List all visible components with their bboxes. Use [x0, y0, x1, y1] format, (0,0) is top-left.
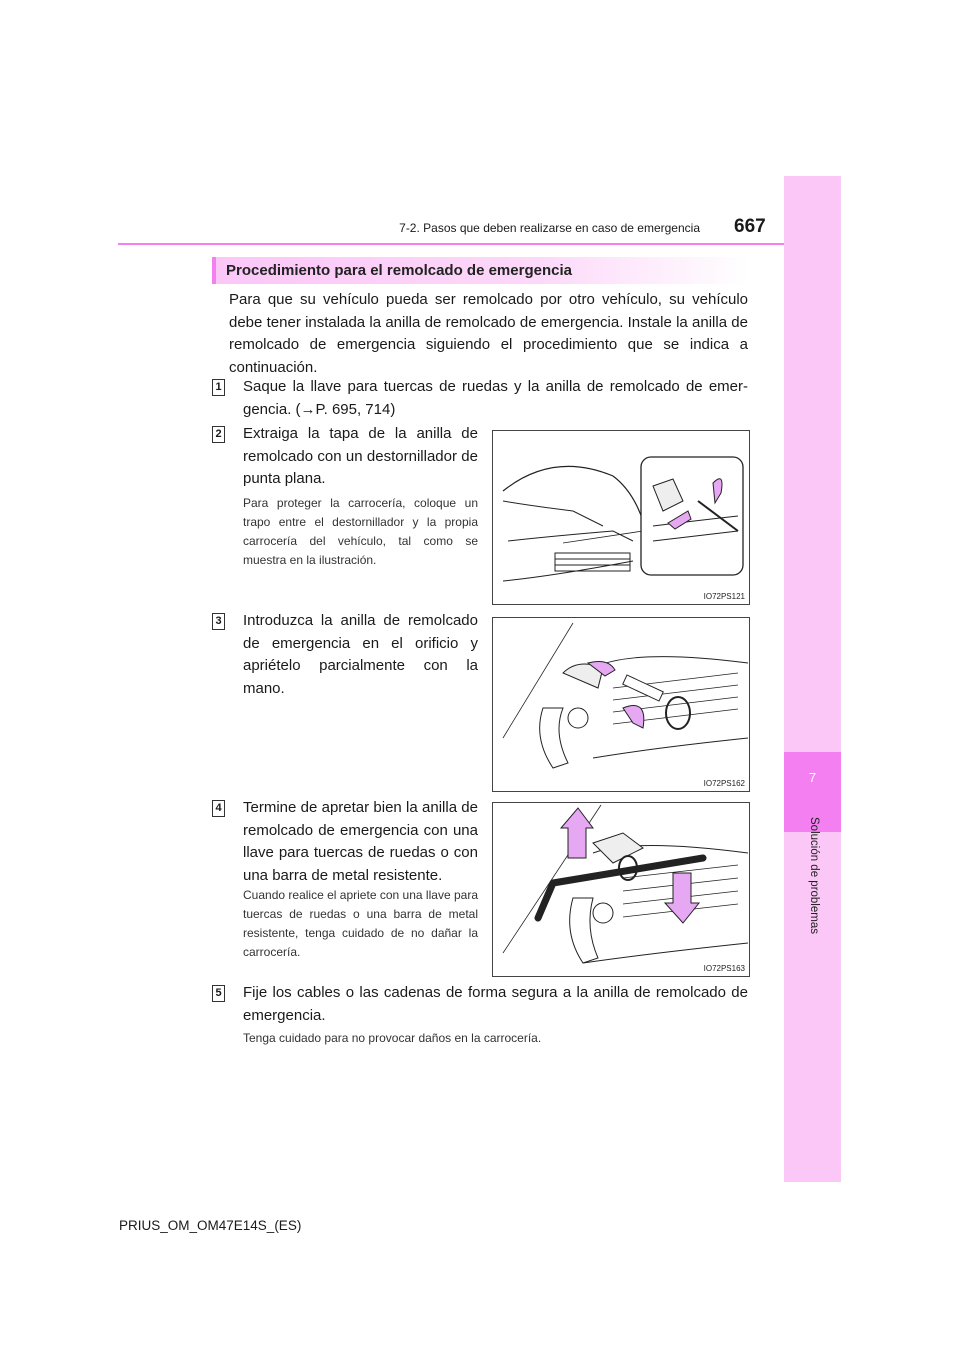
step-number-1: 1: [212, 379, 225, 396]
step-number-4: 4: [212, 800, 225, 817]
tow-eyelet-insert-illustration: [493, 618, 751, 793]
step-2-note: Para proteger la carrocería, coloque un trapo entre el destornillador y la propia carrocería del vehículo, tal como se muestra en la ilustración.: [243, 496, 478, 567]
figure-step-4: [492, 802, 750, 977]
car-front-illustration: [493, 431, 751, 606]
step-1-line-1: Saque la llave para tuercas de ruedas y la anilla de remolcado de emer-: [243, 378, 748, 395]
side-tab: [784, 176, 841, 1182]
step-number-3: 3: [212, 613, 225, 630]
step-4-text: Termine de apretar bien la anilla de remolcado de emergencia con una llave para tuercas de ruedas o con una barra de metal resistente.: [243, 799, 478, 884]
figure-code: IO72PS163: [703, 964, 745, 973]
figure-step-2: [492, 430, 750, 605]
figure-code: IO72PS162: [703, 779, 745, 788]
step-5-note: Tenga cuidado para no provocar daños en la carrocería.: [243, 1031, 542, 1045]
step-2-text: Extraiga la tapa de la anilla de remolcado con un destornillador de punta plana.: [243, 425, 478, 487]
section-title: Procedimiento para el remolcado de emergencia: [226, 262, 572, 279]
tow-eyelet-tighten-illustration: [493, 803, 751, 978]
figure-code: IO72PS121: [703, 592, 745, 601]
header-rule: [118, 243, 784, 245]
section-heading: [212, 257, 749, 284]
step-number-5: 5: [212, 985, 225, 1002]
step-number-2: 2: [212, 426, 225, 443]
figure-step-3: [492, 617, 750, 792]
side-tab-label: Solución de problemas: [808, 817, 820, 934]
step-5-text: Fije los cables o las cadenas de forma segura a la anilla de remolcado de emergencia.: [243, 984, 748, 1024]
step-3-text: Introduzca la anilla de remolcado de emergencia en el orificio y apriételo parcialmente con la mano.: [243, 612, 478, 697]
chapter-header: 7-2. Pasos que deben realizarse en caso de emergencia: [399, 221, 700, 235]
document-code-footer: PRIUS_OM_OM47E14S_(ES): [119, 1218, 302, 1233]
step-1-text: [243, 376, 748, 421]
step-4-note: Cuando realice el apriete con una llave para tuercas de ruedas o una barra de metal resistente, tenga cuidado de no dañar la carrocería.: [243, 888, 478, 959]
side-tab-number: 7: [808, 770, 817, 785]
intro-paragraph: Para que su vehículo pueda ser remolcado por otro vehículo, su vehículo debe tener instalada la anilla de remolcado de emergencia. Instale la anilla de remolcado de emergencia siguiendo el procedimiento que se indica a continuación.: [229, 291, 748, 376]
step-1-line-2: gencia. (→P. 695, 714): [243, 400, 396, 418]
page-number: 667: [734, 216, 766, 237]
